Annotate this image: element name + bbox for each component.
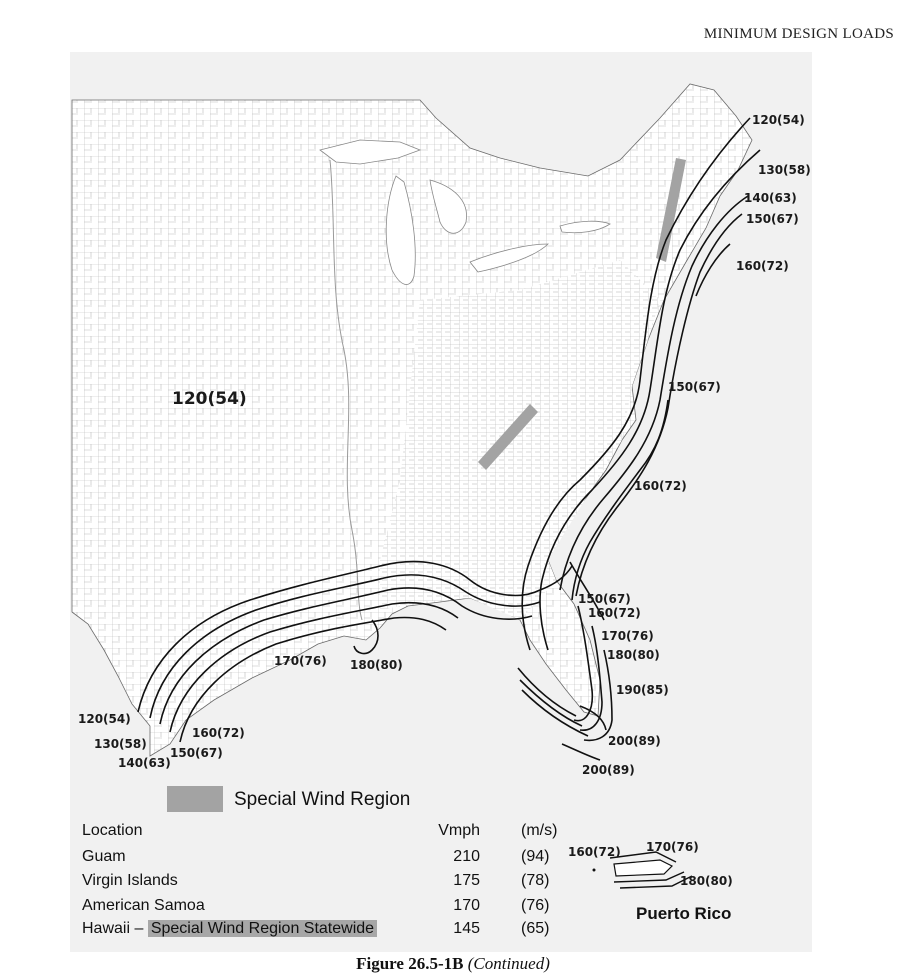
contour-label: 180(80): [607, 648, 660, 662]
legend-label: Special Wind Region: [234, 789, 411, 810]
table-row-location: American Samoa: [82, 897, 205, 914]
contour-label: 170(76): [601, 629, 654, 643]
contour-label: 150(67): [746, 212, 799, 226]
contour-label: 160(72): [736, 259, 789, 273]
contour-label: 160(72): [192, 726, 245, 740]
pr-contour-label: 160(72): [568, 845, 621, 859]
contour-label: 140(63): [744, 191, 797, 205]
pr-contour-label: 170(76): [646, 840, 699, 854]
page-header: MINIMUM DESIGN LOADS: [703, 26, 894, 42]
table-row-location: [82, 920, 377, 938]
contour-label: 120(54): [78, 712, 131, 726]
table-row-ms: (76): [521, 897, 550, 914]
legend-swatch: [167, 786, 223, 812]
contour-label: 200(89): [608, 734, 661, 748]
table-row-location: Guam: [82, 848, 126, 865]
table-header-ms: (m/s): [521, 822, 558, 839]
table-row-ms: (94): [521, 848, 550, 865]
contour-label: 140(63): [118, 756, 171, 770]
table-row-vmph: 145: [453, 920, 480, 937]
table-row-vmph: 170: [453, 897, 480, 914]
contour-label: 160(72): [588, 606, 641, 620]
region-label: 120(54): [172, 389, 247, 409]
contour-label: 150(67): [668, 380, 721, 394]
eastern-counties: [380, 260, 660, 620]
pr-contour-label: 180(80): [680, 874, 733, 888]
contour-label: 170(76): [274, 654, 327, 668]
table-header-vmph: Vmph: [438, 822, 480, 839]
table-row-vmph: 175: [453, 872, 480, 889]
table-row-location: Virgin Islands: [82, 872, 178, 889]
puerto-rico-title: Puerto Rico: [636, 904, 732, 923]
special-region-highlight: Special Wind Region Statewide: [148, 920, 377, 937]
table-header-location: Location: [82, 822, 143, 839]
table-row-ms: (78): [521, 872, 550, 889]
contour-label: 130(58): [758, 163, 811, 177]
table-row-ms: (65): [521, 920, 550, 937]
contour-label: 180(80): [350, 658, 403, 672]
contour-label: 200(89): [582, 763, 635, 777]
contour-label: 160(72): [634, 479, 687, 493]
caption-suffix: (Continued): [467, 954, 550, 973]
contour-label: 190(85): [616, 683, 669, 697]
contour-label: 150(67): [170, 746, 223, 760]
contour-label: 130(58): [94, 737, 147, 751]
caption-main: Figure 26.5-1B: [356, 954, 464, 973]
contour-label: 150(67): [578, 592, 631, 606]
table-row-vmph: 210: [453, 848, 480, 865]
location-prefix: Hawaii –: [82, 920, 144, 937]
figure-caption: [0, 954, 906, 974]
contour-label: 120(54): [752, 113, 805, 127]
